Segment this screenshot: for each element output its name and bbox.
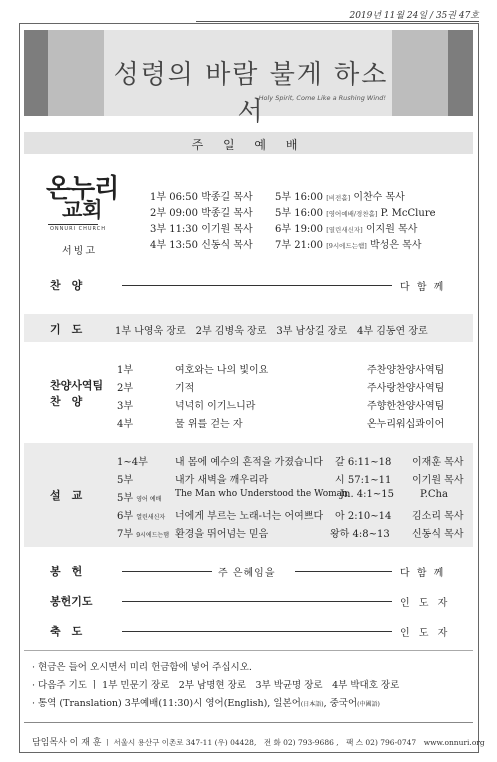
- hymn-leader-line: [122, 285, 392, 286]
- notes-separator: [24, 650, 473, 651]
- service-time-row: 5부 16:00 [비전홀] 이찬수 목사: [275, 192, 405, 203]
- offering-song-title: 주 은혜임을: [218, 568, 276, 579]
- benediction-leader-line: [122, 631, 392, 632]
- choir-label: 찬양사역팀: [50, 379, 104, 392]
- sermon-preacher: P.Cha: [420, 489, 448, 500]
- sermon-preacher: 김소리 목사: [412, 511, 464, 522]
- banner-block-left-dark: [24, 30, 48, 116]
- service-time-row: 3부 11:30 이기원 목사: [150, 224, 253, 235]
- church-address: ㅣ 서울시 용산구 이촌로 347-11 (우) 04428, 전 화 02) 793-9686 , 팩 스 02) 796-0747 www.onnuri.org: [103, 738, 485, 747]
- sermon-part: 5부 영어 예배: [117, 493, 162, 504]
- sermon-title: 너에게 부르는 노래-너는 어여쁘다: [175, 511, 324, 522]
- service-time-row: 2부 09:00 박종길 목사: [150, 208, 253, 219]
- choir-team: 주사랑찬양사역팀: [367, 383, 445, 394]
- service-time-row: 7부 21:00 [9시에드는햄] 박성은 목사: [275, 240, 422, 251]
- benediction-label: 축 도: [50, 625, 83, 638]
- choir-song: 기적: [175, 383, 195, 394]
- sermon-preacher: 신동식 목사: [412, 529, 464, 540]
- choir-team: 주향한찬양사역팀: [367, 401, 445, 412]
- offering-prayer-value: 인 도 자: [400, 598, 451, 609]
- sermon-title: The Man who Understood the Woman: [175, 489, 348, 499]
- church-logo-english: ONNURI CHURCH: [50, 226, 107, 232]
- sermon-title: 환경을 뛰어넘는 믿음: [175, 529, 269, 540]
- banner-block-right-dark: [448, 30, 473, 116]
- offering-value: 다 함 께: [400, 568, 446, 579]
- choir-song: 여호와는 나의 빛이요: [175, 365, 269, 376]
- issue-date: 2019년 11월 24일 / 35권 47호: [349, 11, 479, 21]
- offering-prayer-leader-line: [122, 601, 392, 602]
- date-rule: [196, 21, 479, 22]
- senior-pastor: 담임목사 이 재 훈: [32, 738, 102, 748]
- benediction-value: 인 도 자: [400, 628, 451, 639]
- banner-block-left-light: [48, 30, 104, 116]
- choir-song: 물 위를 걷는 자: [175, 419, 243, 430]
- church-logo-line1: 온누리: [46, 174, 119, 204]
- note-translation: · 통역 (Translation) 3부예배(11:30)시 영어(English), 일본어(日本語), 중국어(中國語): [32, 698, 380, 709]
- sermon-part: 5부: [117, 475, 134, 486]
- sermon-verse: Jn. 4:1~15: [340, 489, 395, 500]
- footer-separator: [24, 722, 473, 723]
- hymn-value: 다 함 께: [400, 282, 446, 293]
- footer: [32, 735, 485, 748]
- choir-sub-label: 찬 양: [50, 395, 83, 408]
- offering-leader-line-right: [295, 571, 392, 572]
- offering-label: 봉 헌: [50, 565, 83, 578]
- offering-leader-line-left: [122, 571, 212, 572]
- sermon-part: 6부 열린새신자: [117, 511, 166, 522]
- prayer-leaders: 1부 나영욱 장로 2부 김병욱 장로 3부 남상길 장로 4부 김동연 장로: [115, 326, 428, 337]
- banner-subtitle: Holy Spirit, Come Like a Rushing Wind!: [258, 94, 386, 102]
- sermon-preacher: 이재훈 목사: [412, 457, 464, 468]
- prayer-label: 기 도: [50, 323, 83, 336]
- church-location: 서빙고: [62, 246, 97, 257]
- sermon-part: 7부 9시에드는햄: [117, 529, 170, 540]
- sermon-title: 내 몸에 예수의 흔적을 가졌습니다: [175, 457, 323, 468]
- choir-team: 주찬양찬양사역팀: [367, 365, 445, 376]
- service-time-row: 1부 06:50 박종길 목사: [150, 192, 253, 203]
- note-offering: · 현금은 들어 오시면서 미리 헌금함에 넣어 주십시오.: [32, 662, 252, 673]
- worship-header-label: 주 일 예 배: [191, 138, 306, 152]
- hymn-label: 찬 양: [50, 279, 83, 292]
- sermon-preacher: 이기원 목사: [412, 475, 464, 486]
- service-time-row: 6부 19:00 [열린새신자] 이지원 목사: [275, 224, 418, 235]
- sermon-verse: 시 57:1~11: [335, 475, 392, 486]
- note-next-week-prayer: · 다음주 기도 ㅣ 1부 민문기 장로 2부 남명현 장로 3부 박균명 장로 4부 박대호 장로: [32, 680, 400, 691]
- choir-part: 1부: [117, 365, 134, 376]
- sermon-verse: 갈 6:11~18: [335, 457, 392, 468]
- service-time-row: 5부 16:00 [영어예배/경찬홀] P. McClure: [275, 208, 436, 219]
- sermon-verse: 아 2:10~14: [335, 511, 392, 522]
- service-time-row: 4부 13:50 신동식 목사: [150, 240, 253, 251]
- sermon-part: 1~4부: [117, 457, 148, 468]
- banner-title: 성령의 바람 불게 하소서: [113, 60, 389, 127]
- choir-part: 2부: [117, 383, 134, 394]
- banner-block-right-light: [392, 30, 448, 116]
- logo-underline: [48, 224, 98, 225]
- sermon-label: 설 교: [50, 489, 83, 502]
- choir-part: 4부: [117, 419, 134, 430]
- sermon-verse: 왕하 4:8~13: [330, 529, 390, 540]
- sermon-title: 내가 새벽을 깨우리라: [175, 475, 269, 486]
- choir-part: 3부: [117, 401, 134, 412]
- church-logo-line2: 교회: [62, 198, 103, 222]
- offering-prayer-label: 봉헌기도: [50, 595, 93, 608]
- choir-song: 넉넉히 이기느니라: [175, 401, 256, 412]
- choir-team: 온누리워십콰이어: [367, 419, 445, 430]
